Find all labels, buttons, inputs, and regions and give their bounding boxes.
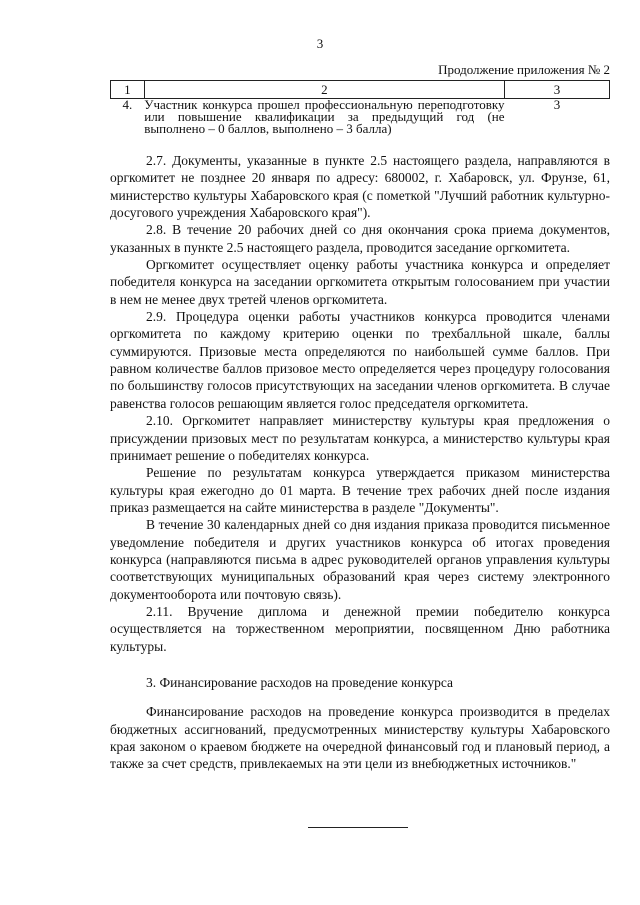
criterion-score: 3 (553, 97, 561, 112)
paragraph: Финансирование расходов на проведение конкурса производится в пределах бюджетных ассигнований, предусмотренных министерству культуры Хабаровского края законом о краевом бюджете на очередной финансовый год и плановый период, а также за счет средств, привлекаемых на эти цели из внебюджетных источников." (110, 704, 610, 772)
paragraph: 2.10. Оргкомитет направляет министерству культуры края предложения о присуждении призовых мест по результатам конкурса, а министерство культуры края принимает решение о победителях конкурса. (110, 413, 610, 463)
table-row (111, 99, 610, 136)
paragraph: Решение по результатам конкурса утверждается приказом министерства культуры края ежегодно до 01 марта. В течение трех рабочих дней после издания приказ размещается на сайте министерства в разделе "Документы". (110, 465, 610, 515)
paragraph: В течение 30 календарных дней со дня издания приказа проводится письменное уведомление победителя и других участников конкурса об итогах проведения конкурса (направляются письма в адрес руководителей органов управления культуры соответствующих муниципальных образований края через систему электронного документооборота или почтовую связь). (110, 517, 610, 602)
paragraph: 2.8. В течение 20 рабочих дней со дня окончания срока приема документов, указанных в пункте 2.5 настоящего раздела, проводится заседание оргкомитета. (110, 222, 610, 255)
paragraph: Оргкомитет осуществляет оценку работы участника конкурса и определяет победителя конкурса на заседании оргкомитета открытым голосованием при участии в нем не менее двух третей членов оргкомитета. (110, 257, 610, 307)
criteria-table (110, 80, 610, 135)
table-header-row (111, 81, 610, 99)
table-header-cell: 2 (144, 81, 504, 99)
table-header-cell: 3 (505, 81, 610, 99)
page-number: 3 (316, 36, 324, 51)
criterion-number: 4. (122, 97, 133, 112)
end-divider (308, 827, 408, 828)
document-body (110, 152, 610, 773)
section-heading: 3. Финансирование расходов на проведение конкурса (146, 674, 454, 690)
paragraph: 2.11. Вручение диплома и денежной премии победителю конкурса осуществляется на торжественном мероприятии, посвященном Дню работника культуры. (110, 603, 610, 654)
table-header-cell: 1 (111, 81, 145, 99)
paragraph: 2.7. Документы, указанные в пункте 2.5 настоящего раздела, направляются в оргкомитет не позднее 20 января по адресу: 680002, г. Хабаровск, ул. Фрунзе, 61, министерство культуры Хабаровского края (с пометкой "Лучший работник культурно-досугового учреждения Хабаровского края"). (110, 153, 610, 221)
criterion-text: Участник конкурса прошел профессиональную переподготовку или повышение квалификации за предыдущий год (не выполнено – 0 баллов, выполнено – 3 балла) (144, 97, 505, 136)
paragraph: 2.9. Процедура оценки работы участников конкурса проводится членами оргкомитета по каждому критерию оценки по трехбалльной шкале, баллы суммируются. Призовые места определяются по наибольшей сумме баллов. При равном количестве баллов призовое место определяется через процедуру голосования по большинству голосов присутствующих на заседании членов оргкомитета. В случае равенства голосов решающим является голос председателя оргкомитета. (110, 309, 610, 411)
continuation-label: Продолжение приложения № 2 (438, 62, 610, 77)
